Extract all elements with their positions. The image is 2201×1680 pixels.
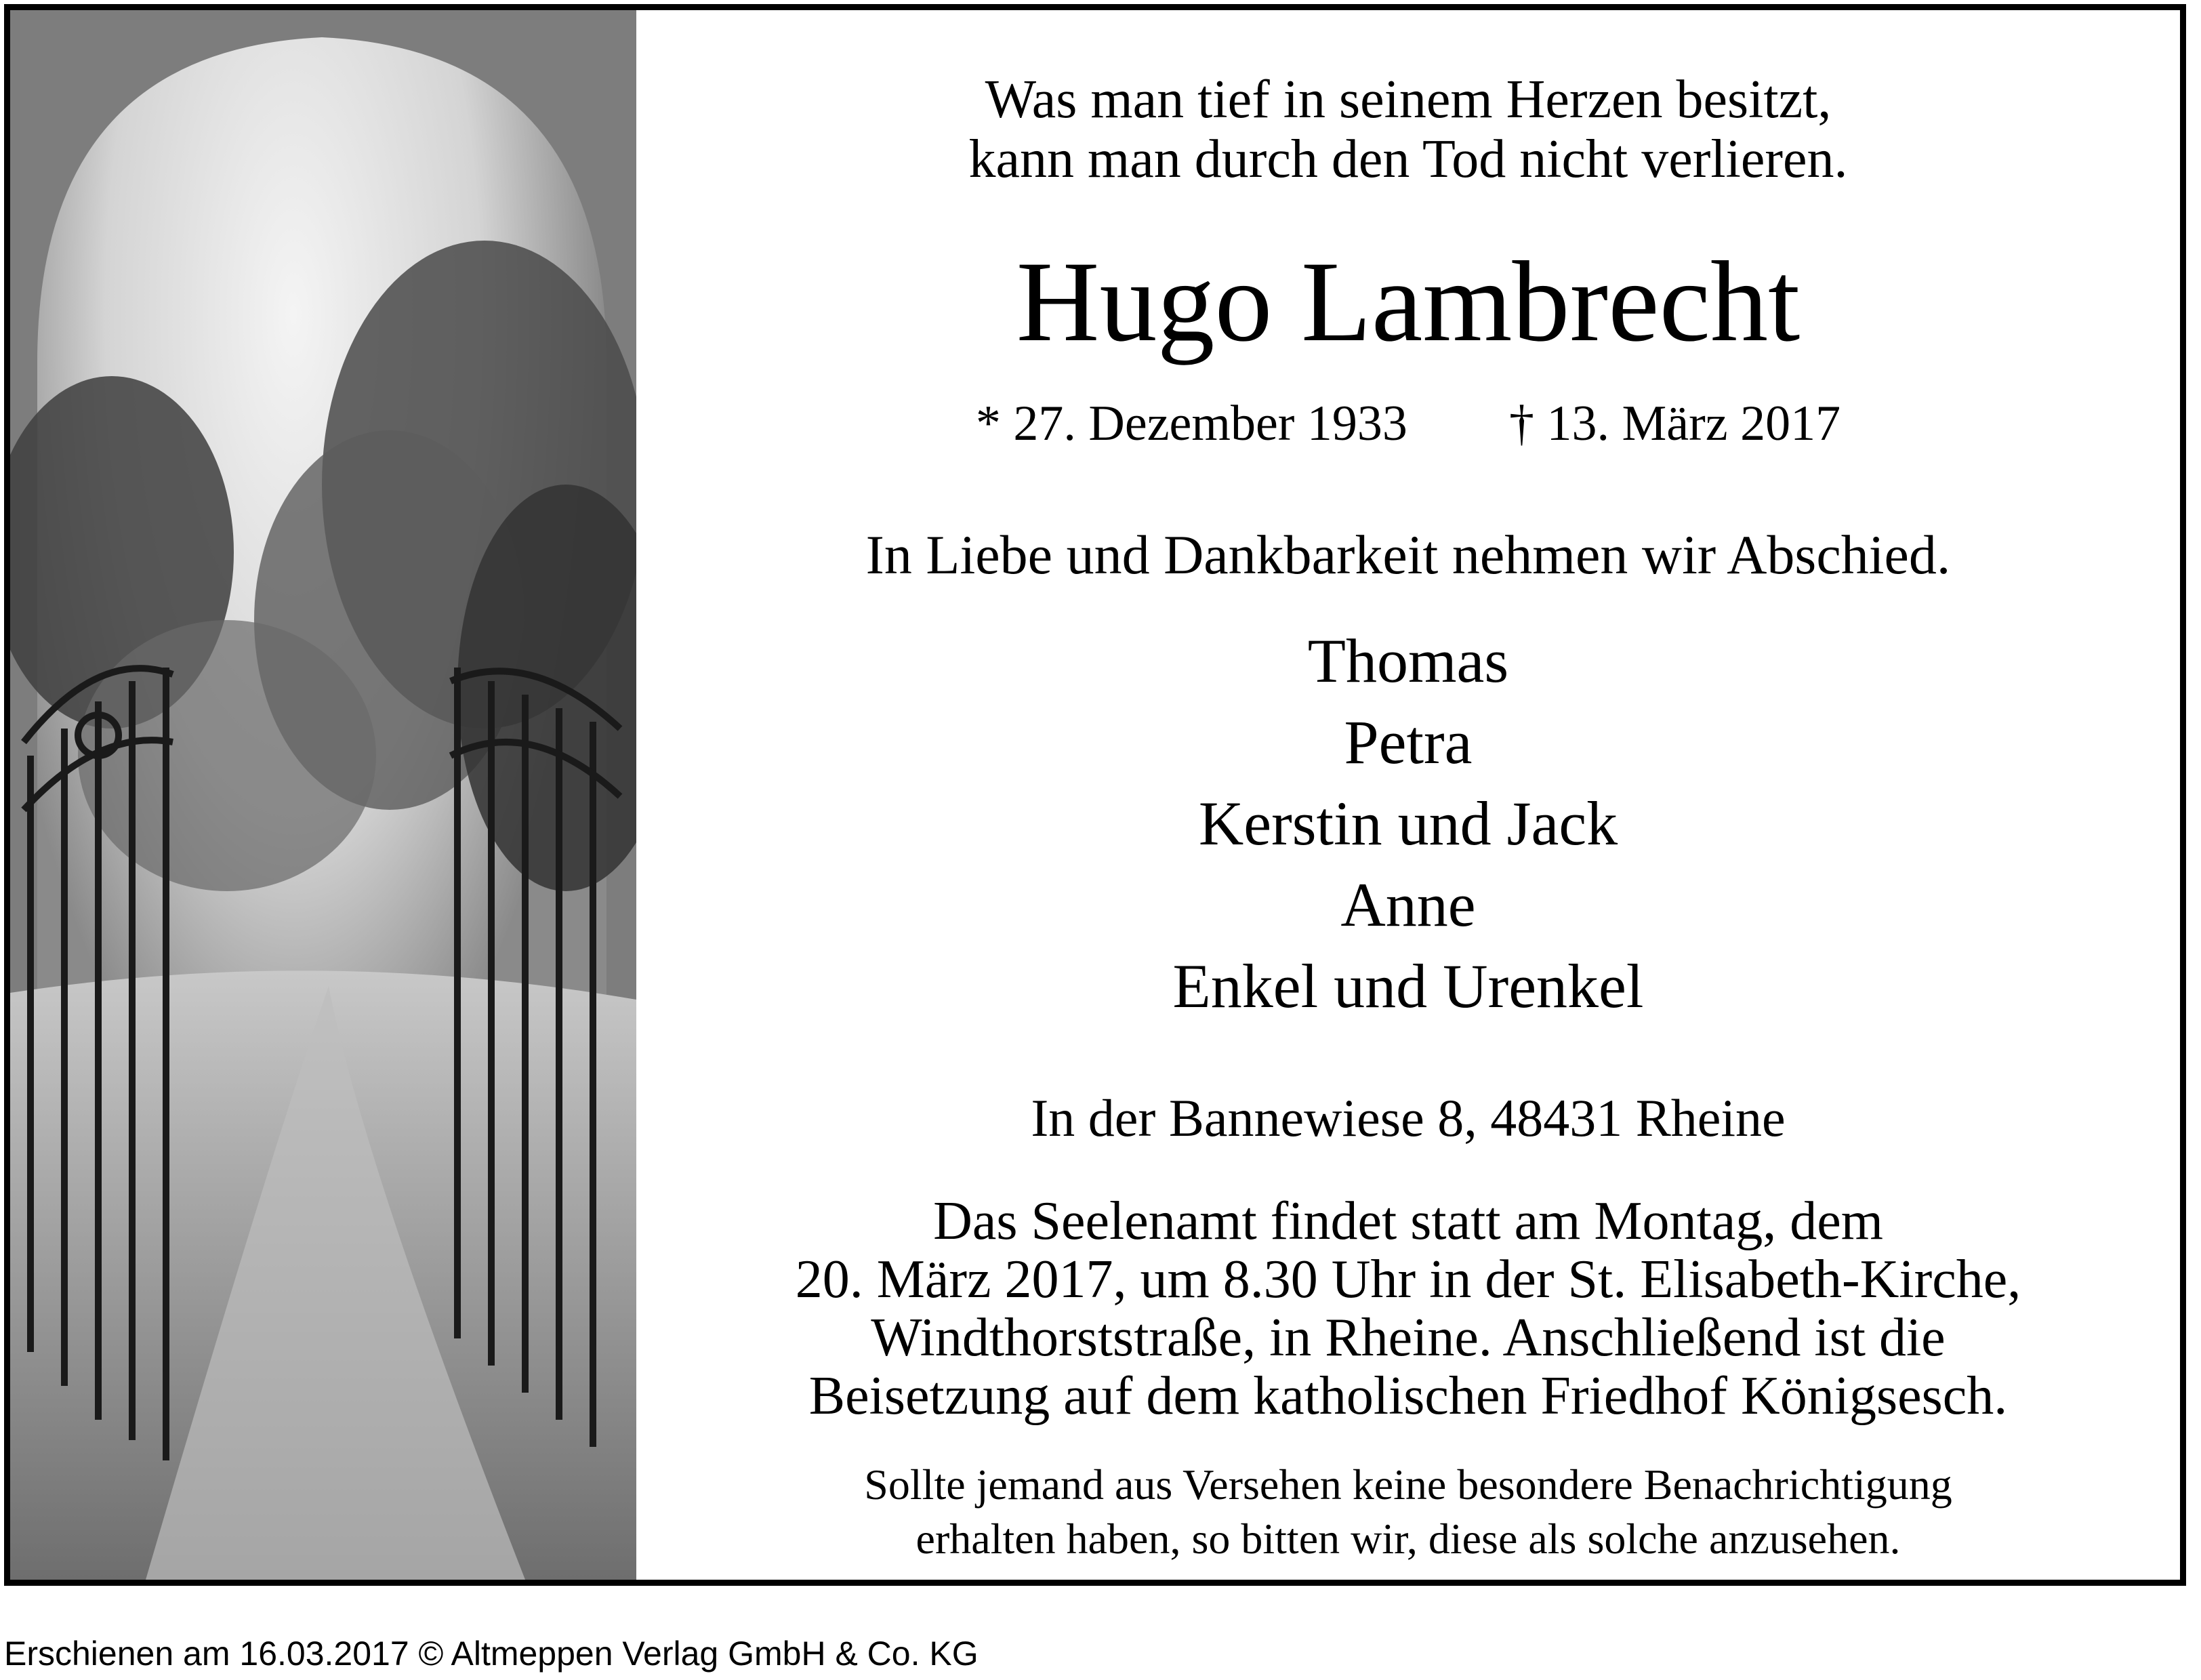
note-line-2: erhalten haben, so bitten wir, diese als solche anzusehen. bbox=[916, 1515, 1901, 1563]
service-line-1: Das Seelenamt findet statt am Montag, dem bbox=[933, 1191, 1883, 1251]
mourner-name: Enkel und Urenkel bbox=[1172, 951, 1644, 1021]
gate-illustration bbox=[10, 10, 636, 1580]
note-line-1: Sollte jemand aus Versehen keine besondere Benachrichtigung bbox=[864, 1460, 1952, 1509]
service-line-2: 20. März 2017, um 8.30 Uhr in der St. Elisabeth-Kirche, bbox=[795, 1250, 2021, 1309]
address: In der Bannewiese 8, 48431 Rheine bbox=[1031, 1088, 1786, 1147]
quote-line-2: kann man durch den Tod nicht verlieren. bbox=[968, 129, 1848, 189]
mourner-name: Thomas bbox=[1307, 626, 1509, 695]
mourner-name: Kerstin und Jack bbox=[1198, 789, 1618, 858]
service-line-3: Windthorststraße, in Rheine. Anschließend ist die bbox=[871, 1308, 1946, 1368]
death-date: † 13. März 2017 bbox=[1508, 396, 1841, 451]
mourner-name: Petra bbox=[1344, 708, 1473, 777]
life-dates bbox=[636, 395, 2180, 452]
service-line-4: Beisetzung auf dem katholischen Friedhof Königsesch. bbox=[808, 1366, 2008, 1426]
deceased-name: Hugo Lambrecht bbox=[1016, 238, 1801, 365]
publication-footer: Erschienen am 16.03.2017 © Altmeppen Verlag GmbH & Co. KG bbox=[4, 1635, 979, 1673]
notice-text bbox=[636, 10, 2180, 1580]
quote-line-1: Was man tief in seinem Herzen besitzt, bbox=[985, 70, 1832, 129]
mourner-name: Anne bbox=[1340, 870, 1476, 939]
obituary-notice bbox=[4, 4, 2186, 1586]
birth-date: * 27. Dezember 1933 bbox=[975, 396, 1407, 451]
farewell-text: In Liebe und Dankbarkeit nehmen wir Abschied. bbox=[865, 524, 1951, 586]
